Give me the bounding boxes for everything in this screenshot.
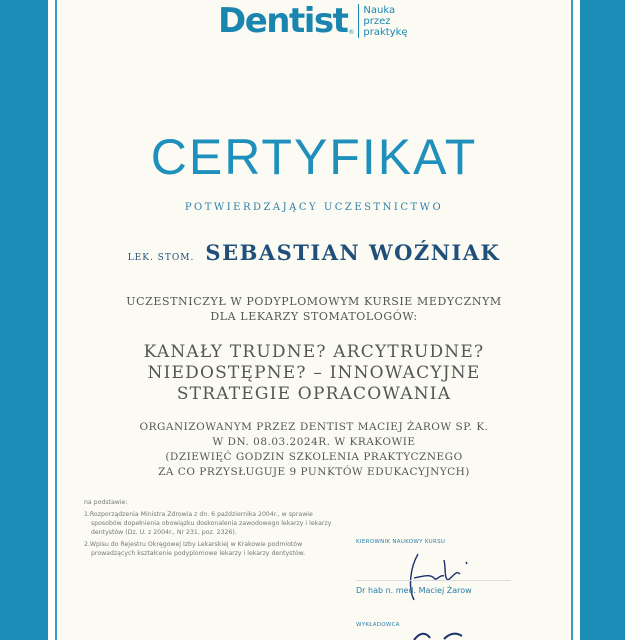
legal-basis-item: 2.Wpisu do Rejestru Okręgowej Izby Lekarskiej w Krakowie podmiotów prowadzących kształcenie podyplomowe lekarzy i lekarzy dentystów. (84, 541, 306, 557)
legal-basis (84, 498, 344, 561)
legal-basis-heading: na podstawie: (84, 499, 128, 506)
tagline-line: praktykę (363, 26, 408, 38)
course-title (57, 342, 571, 405)
right-border-band (580, 0, 625, 640)
dentist-logo (218, 0, 408, 42)
text-line: UCZESTNICZYŁ W PODYPLOMOWYM KURSIE MEDYCZNYM (126, 295, 502, 308)
left-border-band (0, 0, 48, 640)
text-line: ORGANIZOWANYM PRZEZ DENTIST MACIEJ ŻAROW SP. K. (139, 421, 489, 433)
logo-divider (358, 4, 359, 38)
tagline-line: przez (363, 15, 391, 27)
signature-image (400, 548, 480, 608)
right-border-gap (573, 0, 580, 640)
course-title-line: KANAŁY TRUDNE? ARCYTRUDNE? (143, 342, 485, 362)
participation-text (57, 294, 571, 324)
left-border-gap (48, 0, 55, 640)
legal-basis-item: 1.Rozporządzenia Ministra Zdrowia z dn. 6 października 2004r., w sprawie sposobów dopełnienia obowiązku doskonalenia zawodowego lekarzy i lekarzy dentystów (Dz. U. z 2004r., Nr 231, poz. 2326). (84, 511, 332, 536)
signature-line (356, 580, 511, 581)
page-edge (625, 0, 640, 640)
tagline-line: Nauka (363, 4, 396, 16)
recipient (57, 240, 571, 265)
head-name: Dr hab n. med. Maciej Żarow (356, 586, 472, 595)
text-line: ZA CO PRZYSŁUGUJE 9 PUNKTÓW EDUKACYJNYCH) (158, 466, 470, 478)
course-title-line: STRATEGIE OPRACOWANIA (176, 384, 452, 404)
text-line: DLA LEKARZY STOMATOLOGÓW: (210, 310, 418, 323)
recipient-title: LEK. STOM. (127, 253, 195, 263)
text-line: (DZIEWIĘĆ GODZIN SZKOLENIA PRAKTYCZNEGO (165, 451, 463, 463)
course-title-line: NIEDOSTĘPNE? – INNOWACYJNE (147, 363, 481, 383)
logo-tagline (363, 5, 407, 38)
text-line: W DN. 08.03.2024R. W KRAKOWIE (212, 436, 416, 448)
lecturer-signature (410, 630, 470, 640)
registered-mark: ® (348, 29, 355, 36)
logo-wordmark: Dentist (218, 1, 348, 41)
head-label: KIEROWNIK NAUKOWY KURSU (356, 539, 446, 545)
lecturer-label: WYKŁADOWCA (356, 622, 400, 628)
certificate-title: CERTYFIKAT (150, 129, 478, 185)
organizer-details (57, 420, 571, 480)
recipient-name: SEBASTIAN WOŹNIAK (205, 240, 501, 265)
certificate-subtitle: POTWIERDZAJĄCY UCZESTNICTWO (184, 202, 444, 213)
